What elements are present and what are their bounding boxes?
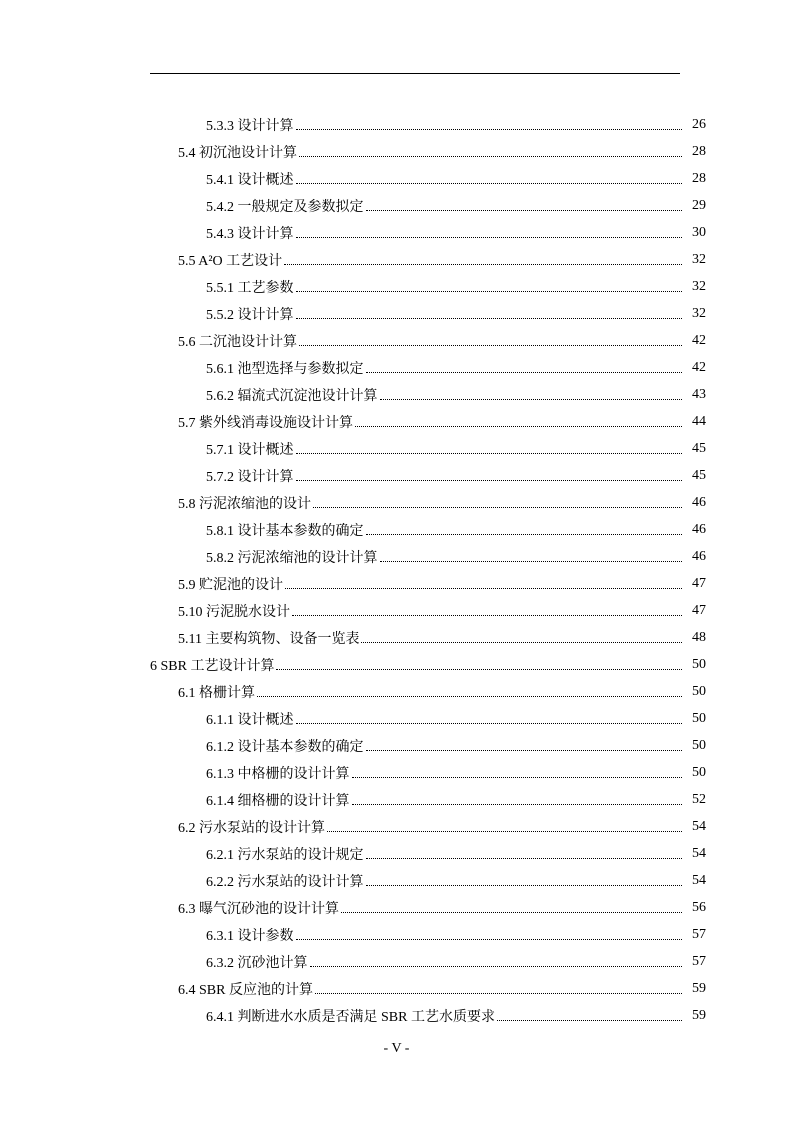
dot-leader bbox=[292, 614, 682, 616]
dot-leader bbox=[366, 371, 683, 373]
dot-leader bbox=[352, 776, 683, 778]
dot-leader bbox=[296, 128, 683, 130]
toc-entry[interactable] bbox=[0, 867, 793, 894]
toc-entry-page-number: 29 bbox=[692, 197, 706, 213]
dot-leader bbox=[310, 965, 683, 967]
toc-entry[interactable] bbox=[0, 462, 793, 489]
toc-entry-page-number: 57 bbox=[692, 926, 706, 942]
toc-entry-title: 5.5 A²O 工艺设计 bbox=[178, 253, 283, 269]
toc-entry-title: 6.2 污水泵站的设计计算 bbox=[178, 820, 325, 836]
toc-entry-title: 6.1 格栅计算 bbox=[178, 685, 255, 701]
toc-entry-title: 5.6 二沉池设计计算 bbox=[178, 334, 297, 350]
toc-entry-page-number: 46 bbox=[692, 548, 706, 564]
toc-entry[interactable] bbox=[0, 408, 793, 435]
toc-entry-page-number: 59 bbox=[692, 1007, 706, 1023]
dot-leader bbox=[366, 533, 683, 535]
toc-entry[interactable] bbox=[0, 435, 793, 462]
toc-entry-page-number: 45 bbox=[692, 440, 706, 456]
toc-entry[interactable] bbox=[0, 678, 793, 705]
toc-entry-title: 6.1.4 细格栅的设计计算 bbox=[206, 793, 350, 809]
toc-entry[interactable] bbox=[0, 705, 793, 732]
toc-entry-page-number: 50 bbox=[692, 737, 706, 753]
toc-entry-title: 5.4.2 一般规定及参数拟定 bbox=[206, 199, 364, 215]
toc-entry[interactable] bbox=[0, 975, 793, 1002]
toc-entry[interactable] bbox=[0, 1002, 793, 1029]
toc-entry-page-number: 54 bbox=[692, 872, 706, 888]
dot-leader bbox=[352, 803, 683, 805]
dot-leader bbox=[313, 506, 682, 508]
toc-entry-title: 6.1.1 设计概述 bbox=[206, 712, 294, 728]
toc-entry[interactable] bbox=[0, 111, 793, 138]
toc-entry-page-number: 50 bbox=[692, 683, 706, 699]
toc-entry-title: 5.8.1 设计基本参数的确定 bbox=[206, 523, 364, 539]
toc-entry-title: 5.4.3 设计计算 bbox=[206, 226, 294, 242]
toc-entry[interactable] bbox=[0, 948, 793, 975]
toc-entry-title: 5.8.2 污泥浓缩池的设计计算 bbox=[206, 550, 378, 566]
toc-entry[interactable] bbox=[0, 489, 793, 516]
dot-leader bbox=[296, 182, 683, 184]
toc-entry[interactable] bbox=[0, 894, 793, 921]
toc-entry-page-number: 42 bbox=[692, 359, 706, 375]
toc-entry[interactable] bbox=[0, 813, 793, 840]
dot-leader bbox=[366, 884, 683, 886]
toc-entry[interactable] bbox=[0, 138, 793, 165]
toc-entry[interactable] bbox=[0, 246, 793, 273]
dot-leader bbox=[296, 290, 683, 292]
toc-entry-title: 5.11 主要构筑物、设备一览表 bbox=[178, 631, 360, 647]
toc-entry-page-number: 46 bbox=[692, 494, 706, 510]
toc-entry-page-number: 45 bbox=[692, 467, 706, 483]
toc-entry-title: 5.7.2 设计计算 bbox=[206, 469, 294, 485]
toc-entry-title: 5.3.3 设计计算 bbox=[206, 118, 294, 134]
dot-leader bbox=[380, 398, 683, 400]
toc-entry[interactable] bbox=[0, 840, 793, 867]
dot-leader bbox=[296, 722, 683, 724]
dot-leader bbox=[285, 587, 682, 589]
toc-entry[interactable] bbox=[0, 327, 793, 354]
page-number-footer: - V - bbox=[383, 1041, 410, 1056]
toc-entry-page-number: 54 bbox=[692, 845, 706, 861]
toc-entry-page-number: 50 bbox=[692, 656, 706, 672]
toc-entry-page-number: 59 bbox=[692, 980, 706, 996]
toc-entry[interactable] bbox=[0, 516, 793, 543]
toc-entry-title: 5.4.1 设计概述 bbox=[206, 172, 294, 188]
toc-entry-title: 6.3 曝气沉砂池的设计计算 bbox=[178, 901, 339, 917]
toc-entry-title: 6.3.2 沉砂池计算 bbox=[206, 955, 308, 971]
toc-entry-page-number: 46 bbox=[692, 521, 706, 537]
toc-entry-title: 5.8 污泥浓缩池的设计 bbox=[178, 496, 311, 512]
dot-leader bbox=[315, 992, 682, 994]
toc-entry[interactable] bbox=[0, 732, 793, 759]
dot-leader bbox=[257, 695, 682, 697]
toc-entry[interactable] bbox=[0, 192, 793, 219]
toc-entry-page-number: 44 bbox=[692, 413, 706, 429]
toc-entry-title: 5.5.1 工艺参数 bbox=[206, 280, 294, 296]
toc-entry-title: 5.4 初沉池设计计算 bbox=[178, 145, 297, 161]
toc-entry[interactable] bbox=[0, 543, 793, 570]
toc-entry-title: 6.1.2 设计基本参数的确定 bbox=[206, 739, 364, 755]
toc-entry-title: 5.6.1 池型选择与参数拟定 bbox=[206, 361, 364, 377]
toc-entry[interactable] bbox=[0, 624, 793, 651]
toc-entry[interactable] bbox=[0, 786, 793, 813]
dot-leader bbox=[284, 263, 682, 265]
toc-entry-page-number: 47 bbox=[692, 602, 706, 618]
toc-entry-title: 6.1.3 中格栅的设计计算 bbox=[206, 766, 350, 782]
dot-leader bbox=[296, 479, 683, 481]
toc-entry[interactable] bbox=[0, 759, 793, 786]
dot-leader bbox=[296, 938, 683, 940]
toc-entry[interactable] bbox=[0, 597, 793, 624]
toc-entry[interactable] bbox=[0, 273, 793, 300]
toc-entry-page-number: 50 bbox=[692, 710, 706, 726]
toc-entry-title: 6.2.2 污水泵站的设计计算 bbox=[206, 874, 364, 890]
toc-entry[interactable] bbox=[0, 219, 793, 246]
toc-entry[interactable] bbox=[0, 921, 793, 948]
dot-leader bbox=[341, 911, 682, 913]
toc-entry-page-number: 28 bbox=[692, 170, 706, 186]
toc-entry-page-number: 48 bbox=[692, 629, 706, 645]
dot-leader bbox=[299, 155, 682, 157]
toc-entry[interactable] bbox=[0, 354, 793, 381]
toc-entry[interactable] bbox=[0, 165, 793, 192]
toc-entry-title: 5.9 贮泥池的设计 bbox=[178, 577, 283, 593]
header-rule bbox=[150, 73, 680, 74]
toc-entry[interactable] bbox=[0, 381, 793, 408]
toc-entry-page-number: 32 bbox=[692, 251, 706, 267]
dot-leader bbox=[296, 452, 683, 454]
dot-leader bbox=[299, 344, 682, 346]
toc-entry-page-number: 32 bbox=[692, 278, 706, 294]
toc-entry-title: 5.7.1 设计概述 bbox=[206, 442, 294, 458]
dot-leader bbox=[361, 641, 682, 643]
dot-leader bbox=[296, 317, 683, 319]
toc-entry-title: 5.10 污泥脱水设计 bbox=[178, 604, 290, 620]
toc-entry-title: 6.4 SBR 反应池的计算 bbox=[178, 982, 313, 998]
table-of-contents bbox=[0, 111, 793, 1029]
toc-entry-page-number: 50 bbox=[692, 764, 706, 780]
toc-entry-page-number: 30 bbox=[692, 224, 706, 240]
toc-entry-title: 6.4.1 判断进水水质是否满足 SBR 工艺水质要求 bbox=[206, 1009, 495, 1025]
toc-entry-title: 6.3.1 设计参数 bbox=[206, 928, 294, 944]
dot-leader bbox=[366, 209, 683, 211]
toc-entry-page-number: 43 bbox=[692, 386, 706, 402]
dot-leader bbox=[355, 425, 682, 427]
toc-entry[interactable] bbox=[0, 651, 793, 678]
dot-leader bbox=[366, 749, 683, 751]
toc-entry-title: 6.2.1 污水泵站的设计规定 bbox=[206, 847, 364, 863]
toc-entry-page-number: 42 bbox=[692, 332, 706, 348]
dot-leader bbox=[276, 668, 682, 670]
dot-leader bbox=[497, 1019, 682, 1021]
dot-leader bbox=[366, 857, 683, 859]
toc-entry-page-number: 56 bbox=[692, 899, 706, 915]
toc-entry-page-number: 28 bbox=[692, 143, 706, 159]
toc-entry-title: 5.6.2 辐流式沉淀池设计计算 bbox=[206, 388, 378, 404]
toc-entry-page-number: 32 bbox=[692, 305, 706, 321]
toc-entry-title: 5.5.2 设计计算 bbox=[206, 307, 294, 323]
toc-entry-page-number: 54 bbox=[692, 818, 706, 834]
toc-entry[interactable] bbox=[0, 300, 793, 327]
dot-leader bbox=[380, 560, 683, 562]
toc-entry-page-number: 47 bbox=[692, 575, 706, 591]
dot-leader bbox=[296, 236, 683, 238]
toc-entry-page-number: 57 bbox=[692, 953, 706, 969]
toc-entry[interactable] bbox=[0, 570, 793, 597]
toc-entry-title: 6 SBR 工艺设计计算 bbox=[150, 658, 275, 674]
toc-entry-title: 5.7 紫外线消毒设施设计计算 bbox=[178, 415, 353, 431]
dot-leader bbox=[327, 830, 682, 832]
toc-entry-page-number: 52 bbox=[692, 791, 706, 807]
toc-entry-page-number: 26 bbox=[692, 116, 706, 132]
